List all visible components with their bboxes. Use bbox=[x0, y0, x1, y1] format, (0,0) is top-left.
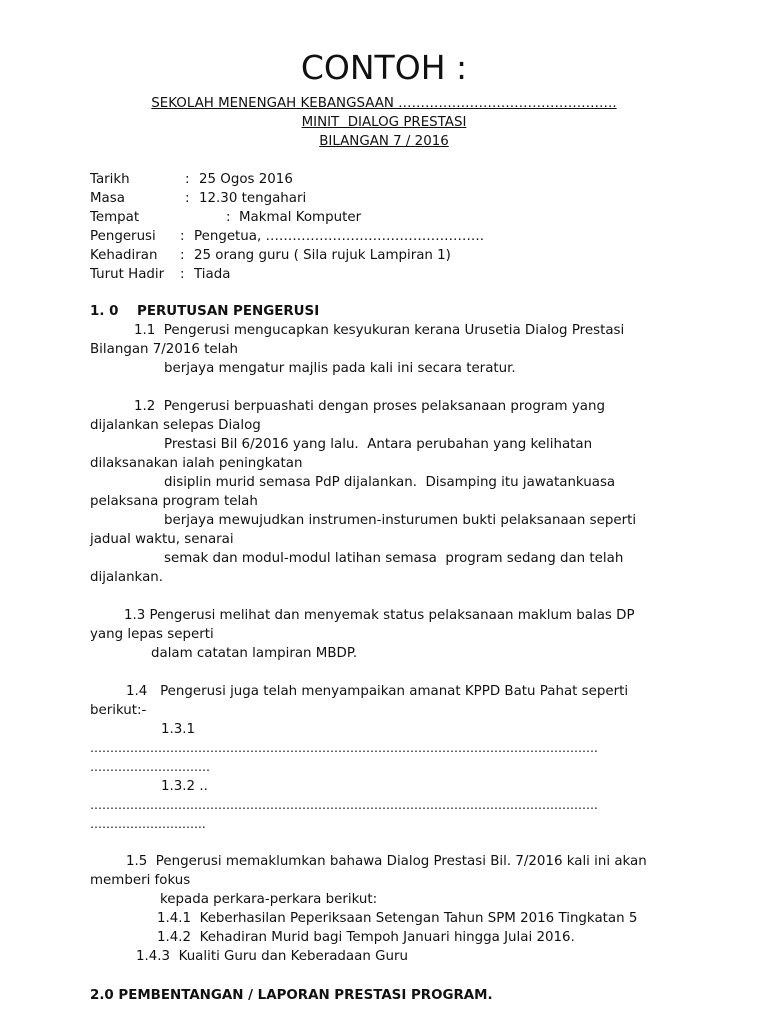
meta-sep: : bbox=[185, 172, 190, 187]
header-minit: MINIT DIALOG PRESTASI bbox=[301, 115, 467, 130]
dotted-line: ………………………………………………………………………………………………………………. bbox=[90, 798, 598, 812]
meta-label: Masa bbox=[90, 191, 125, 206]
header-bilangan: BILANGAN 7 / 2016 bbox=[319, 134, 449, 149]
meta-value: 25 orang guru ( Sila rujuk Lampiran 1) bbox=[194, 248, 451, 263]
section-1-heading: 1. 0 PERUTUSAN PENGERUSI bbox=[90, 304, 320, 319]
paragraph-line: 1.3.1 bbox=[161, 722, 196, 737]
paragraph-line: 1.2 Pengerusi berpuashati dengan proses pelaksanaan program yang bbox=[134, 399, 605, 414]
document-title: CONTOH : bbox=[300, 48, 468, 87]
meta-label: Kehadiran bbox=[90, 248, 158, 263]
paragraph-line: kepada perkara-perkara berikut: bbox=[160, 892, 378, 907]
meta-value: 25 Ogos 2016 bbox=[199, 172, 293, 187]
paragraph-line: Bilangan 7/2016 telah bbox=[90, 342, 239, 357]
meta-value: Makmal Komputer bbox=[239, 210, 362, 225]
meta-value: Tiada bbox=[194, 267, 231, 282]
paragraph-line: 1.3 Pengerusi melihat dan menyemak status pelaksanaan maklum balas DP bbox=[124, 608, 635, 623]
meta-sep: : bbox=[180, 267, 185, 282]
paragraph-line: yang lepas seperti bbox=[90, 627, 214, 642]
paragraph-line: 1.4.2 Kehadiran Murid bagi Tempoh Januari hingga Julai 2016. bbox=[157, 930, 575, 945]
meta-label: Pengerusi bbox=[90, 229, 156, 244]
meta-sep: : bbox=[226, 210, 231, 225]
paragraph-line: semak dan modul-modul latihan semasa program sedang dan telah bbox=[164, 551, 624, 566]
paragraph-line: 1.4.3 Kualiti Guru dan Keberadaan Guru bbox=[136, 949, 408, 964]
paragraph-line: 1.3.2 .. bbox=[161, 779, 208, 794]
paragraph-line: disiplin murid semasa PdP dijalankan. Disamping itu jawatankuasa bbox=[164, 475, 616, 490]
paragraph-line: dijalankan. bbox=[90, 570, 164, 585]
dotted-line: ………………………………………………………………………………………………………………. bbox=[90, 741, 598, 755]
meta-label: Tempat bbox=[90, 210, 140, 225]
meta-label: Turut Hadir bbox=[90, 267, 165, 282]
paragraph-line: berjaya mewujudkan instrumen-insturumen bukti pelaksanaan seperti bbox=[164, 513, 637, 528]
dotted-line: ………………………… bbox=[90, 760, 210, 774]
section-2-heading: 2.0 PEMBENTANGAN / LAPORAN PRESTASI PROGRAM. bbox=[90, 988, 493, 1003]
paragraph-line: Prestasi Bil 6/2016 yang lalu. Antara perubahan yang kelihatan bbox=[164, 437, 593, 452]
paragraph-line: dalam catatan lampiran MBDP. bbox=[151, 646, 358, 661]
meta-label: Tarikh bbox=[90, 172, 130, 187]
paragraph-line: dilaksanakan ialah peningkatan bbox=[90, 456, 303, 471]
paragraph-line: berikut:- bbox=[90, 703, 147, 718]
paragraph-line: 1.5 Pengerusi memaklumkan bahawa Dialog Prestasi Bil. 7/2016 kali ini akan bbox=[126, 854, 647, 869]
meta-sep: : bbox=[185, 191, 190, 206]
meta-sep: : bbox=[180, 248, 185, 263]
meta-sep: : bbox=[180, 229, 185, 244]
paragraph-line: 1.1 Pengerusi mengucapkan kesyukuran kerana Urusetia Dialog Prestasi bbox=[134, 323, 625, 338]
paragraph-line: berjaya mengatur majlis pada kali ini secara teratur. bbox=[164, 361, 516, 376]
paragraph-line: pelaksana program telah bbox=[90, 494, 258, 509]
meta-value: 12.30 tengahari bbox=[199, 191, 307, 206]
paragraph-line: dijalankan selepas Dialog bbox=[90, 418, 261, 433]
paragraph-line: memberi fokus bbox=[90, 873, 191, 888]
paragraph-line: jadual waktu, senarai bbox=[90, 532, 234, 547]
paragraph-line: 1.4 Pengerusi juga telah menyampaikan amanat KPPD Batu Pahat seperti bbox=[126, 684, 629, 699]
dotted-line: ……………………….. bbox=[90, 817, 206, 831]
header-school: SEKOLAH MENENGAH KEBANGSAAN …………………………………………. bbox=[151, 96, 617, 111]
meta-value: Pengetua, …………………………………………. bbox=[194, 229, 485, 244]
paragraph-line: 1.4.1 Keberhasilan Peperiksaan Setengan Tahun SPM 2016 Tingkatan 5 bbox=[157, 911, 638, 926]
